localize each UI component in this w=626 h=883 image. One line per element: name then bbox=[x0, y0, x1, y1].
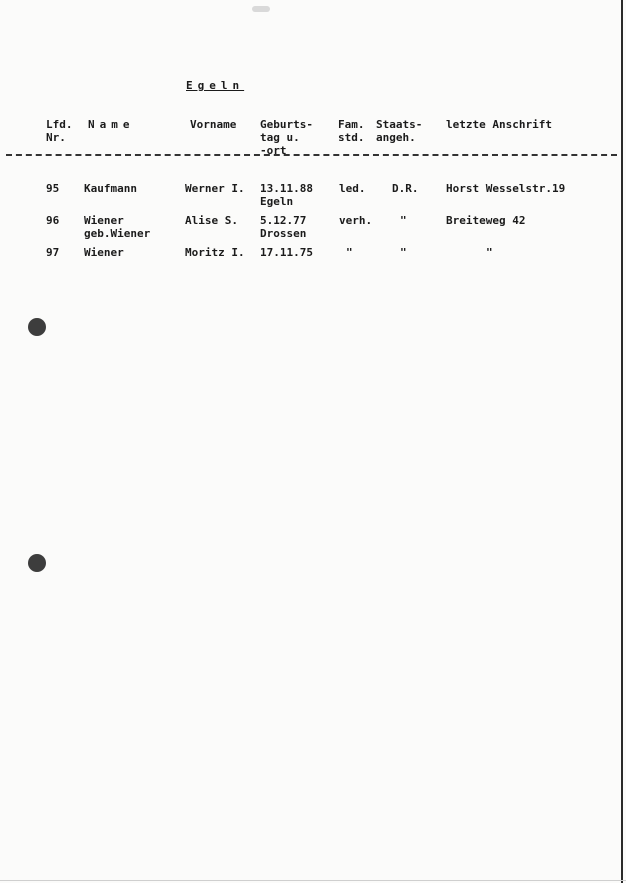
header-divider bbox=[6, 154, 617, 156]
punch-hole-top bbox=[28, 318, 46, 336]
row-97-staatsangeh: " bbox=[400, 246, 407, 259]
row-97-fam-std: " bbox=[346, 246, 353, 259]
row-97-anschrift: " bbox=[486, 246, 493, 259]
page-edge-bottom bbox=[0, 880, 626, 881]
header-vorname: Vorname bbox=[190, 118, 237, 131]
row-96-geburt: 5.12.77 Drossen bbox=[260, 214, 307, 240]
row-95-anschrift: Horst Wesselstr.19 bbox=[446, 182, 566, 195]
row-96-anschrift: Breiteweg 42 bbox=[446, 214, 526, 227]
row-96-vorname: Alise S. bbox=[185, 214, 238, 227]
row-96-staatsangeh: " bbox=[400, 214, 407, 227]
page-edge-right bbox=[621, 0, 623, 883]
row-96-nr: 96 bbox=[46, 214, 60, 227]
header-name: Name bbox=[88, 118, 135, 131]
row-95-name: Kaufmann bbox=[84, 182, 137, 195]
scan-smudge bbox=[252, 6, 270, 12]
punch-hole-bottom bbox=[28, 554, 46, 572]
page-title: Egeln bbox=[186, 79, 245, 92]
header-geburt: Geburts- tag u. -ort bbox=[260, 118, 313, 157]
header-fam-std: Fam. std. bbox=[338, 118, 365, 144]
row-96-fam-std: verh. bbox=[339, 214, 373, 227]
row-95-nr: 95 bbox=[46, 182, 60, 195]
row-95-geburt: 13.11.88 Egeln bbox=[260, 182, 313, 208]
header-staatsangeh: Staats- angeh. bbox=[376, 118, 423, 144]
row-96-name: Wiener geb.Wiener bbox=[84, 214, 151, 240]
row-95-staatsangeh: D.R. bbox=[392, 182, 419, 195]
row-97-name: Wiener bbox=[84, 246, 124, 259]
row-97-vorname: Moritz I. bbox=[185, 246, 245, 259]
row-95-vorname: Werner I. bbox=[185, 182, 245, 195]
header-anschrift: letzte Anschrift bbox=[446, 118, 552, 131]
row-95-fam-std: led. bbox=[339, 182, 366, 195]
header-lfd-nr: Lfd. Nr. bbox=[46, 118, 73, 144]
row-97-nr: 97 bbox=[46, 246, 60, 259]
row-97-geburt: 17.11.75 bbox=[260, 246, 313, 259]
